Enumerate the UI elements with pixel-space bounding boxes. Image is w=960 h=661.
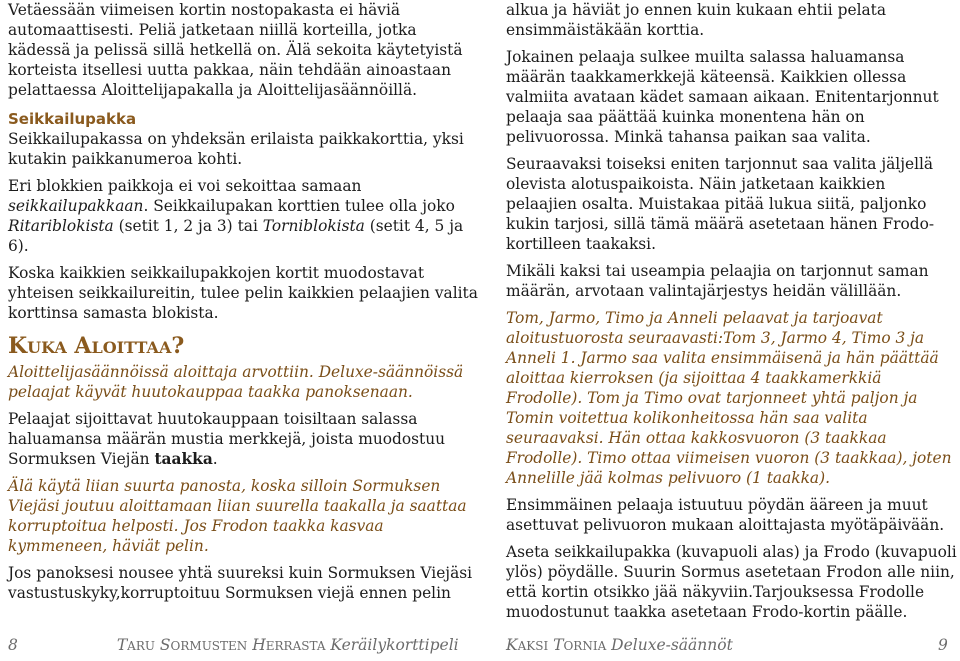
footer-part: AKSI [517, 639, 549, 653]
text: . [212, 450, 218, 468]
left-footer [8, 636, 459, 654]
footer-part: Keräilykorttipeli [325, 636, 459, 654]
footer-part: Deluxe-säännöt [606, 636, 733, 654]
footer-title [506, 636, 733, 654]
paragraph: Aseta seikkailupakka (kuvapuoli alas) ja Frodo (kuvapuoli ylös) pöydälle. Suurin Sormus asetetaan Frodon alle niin, että kortin otsikko jää näkyviin.Tarjouksessa Frodolle muodostunut taakka asetetaan Frodo-kortin päälle. [506, 543, 957, 621]
heading-part: K [8, 333, 28, 359]
bold-term: taakka [154, 450, 213, 468]
paragraph: Seikkailupakassa on yhdeksän erilaista paikkakorttia, yksi kutakin paikkanumeroa kohti. [8, 130, 464, 168]
page-number: 9 [938, 636, 948, 654]
left-column [8, 0, 478, 610]
section-subheading: Seikkailupakka [8, 110, 137, 128]
paragraph [8, 176, 478, 256]
footer-part: ERRASTA [265, 639, 326, 653]
text: (setit 4, 5 ja 6). [8, 217, 464, 255]
right-footer [506, 636, 733, 654]
paragraph: Seuraavaksi toiseksi eniten tarjonnut saa valita jäljellä olevista alotuspaikoista. Näin jatketaan kaikkien pelaajien osalta. Muistakaa pitää lukua siitä, paljonko kukin tarjosi, sillä tämä määrä asetetaan hänen Frodo-kortilleen taakaksi. [506, 155, 935, 253]
right-footer-page [938, 636, 948, 654]
italic-note: Älä käytä liian suurta panosta, koska silloin Sormuksen Viejäsi joutuu aloittamaan liian suurella taakalla ja saattaa korruptoitua helposti. Jos Frodon taakka kasvaa kymmeneen, häviät pelin. [8, 477, 467, 555]
italic-term: Ritariblokista [8, 217, 114, 235]
text: . Seikkailupakan korttien tulee olla joko [143, 197, 455, 215]
paragraph: Koska kaikkien seikkailupakkojen kortit muodostavat yhteisen seikkailureitin, tulee pelin kaikkien pelaajien valita korttinsa samasta blokista. [8, 264, 478, 322]
heading-part: LOITTAA [91, 338, 172, 357]
heading-part: ? [171, 333, 185, 359]
paragraph: Jos panoksesi nousee yhtä suureksi kuin Sormuksen Viejäsi vastustuskyky,korruptoituu Sormuksen viejä ennen pelin [8, 564, 473, 602]
italic-term: Torniblokista [262, 217, 365, 235]
heading-part: UKA [27, 338, 67, 357]
footer-part: K [506, 636, 518, 654]
text: (setit 1, 2 ja 3) tai [113, 217, 263, 235]
footer-part: H [247, 636, 266, 654]
italic-note: Aloittelijasäännöissä aloittaja arvottiin. Deluxe-säännöissä pelaajat käyvät huutokauppaa taakka panoksenaan. [8, 363, 464, 401]
text: Pelaajat sijoittavat huutokauppaan toisiltaan salassa haluamansa määrän mustia merkkejä, joista muodostuu Sormuksen Viejän [8, 410, 446, 468]
footer-part: ORMUSTEN [170, 639, 248, 653]
paragraph: Ensimmäinen pelaaja istuutuu pöydän ääreen ja muut asettuvat pelivuoron mukaan aloittajasta myötäpäivään. [506, 496, 945, 534]
footer-part: T [548, 636, 564, 654]
italic-term: seikkailupakkaan [8, 197, 144, 215]
footer-part: ARU [127, 639, 155, 653]
paragraph: Jokainen pelaaja sulkee muilta salassa haluamansa määrän taakkamerkkejä käteensä. Kaikkien ollessa valmiita avataan kädet samaan aikaan. Enitentarjonnut pelaaja saa päättää kuinka monentena hän on pelivuorossa. Minkä tahansa paikan saa valita. [506, 48, 939, 146]
page-number: 8 [8, 636, 18, 654]
heading-part: A [66, 333, 92, 359]
paragraph: alkua ja häviät jo ennen kuin kukaan ehtii pelata ensimmäistäkään korttia. [506, 1, 887, 39]
footer-part: T [116, 636, 128, 654]
text: Eri blokkien paikkoja ei voi sekoittaa samaan [8, 177, 362, 195]
paragraph: Mikäli kaksi tai useampia pelaajia on tarjonnut saman määrän, arvotaan valintajärjestys heidän välillään. [506, 262, 929, 300]
footer-part: ORNIA [563, 639, 607, 653]
intro-paragraph: Vetäessään viimeisen kortin nostopakasta ei häviä automaattisesti. Peliä jatketaan niillä korteilla, jotka kädessä ja pelissä sillä hetkellä on. Älä sekoita käytetyistä korteista itsellesi uutta pakkaa, näin tehdään ainoastaan pelattaessa Aloittelijapakalla ja Aloittelijasäännöillä. [8, 1, 463, 99]
footer-part: S [154, 636, 171, 654]
paragraph [8, 409, 478, 469]
example-note: Tom, Jarmo, Timo ja Anneli pelaavat ja tarjoavat aloitustuorosta seuraavasti:Tom 3, Jarmo 4, Timo 3 ja Anneli 1. Jarmo saa valita ensimmäisenä ja hän päättää aloittaa kierroksen (ja sijoittaa 4 taakkamerkkiä Frodolle). Tom ja Timo ovat tarjonneet yhtä paljon ja Tomin voitettua kolikonheitossa hän saa valita seuraavaksi. Hän ottaa kakkosvuoron (3 taakkaa Frodolle). Timo ottaa viimeisen vuoron (3 taakkaa), joten Annelille jää kolmas pelivuoro (1 taakka). [506, 309, 952, 487]
footer-title [117, 636, 459, 654]
right-column [506, 0, 960, 629]
section-heading [8, 333, 478, 361]
